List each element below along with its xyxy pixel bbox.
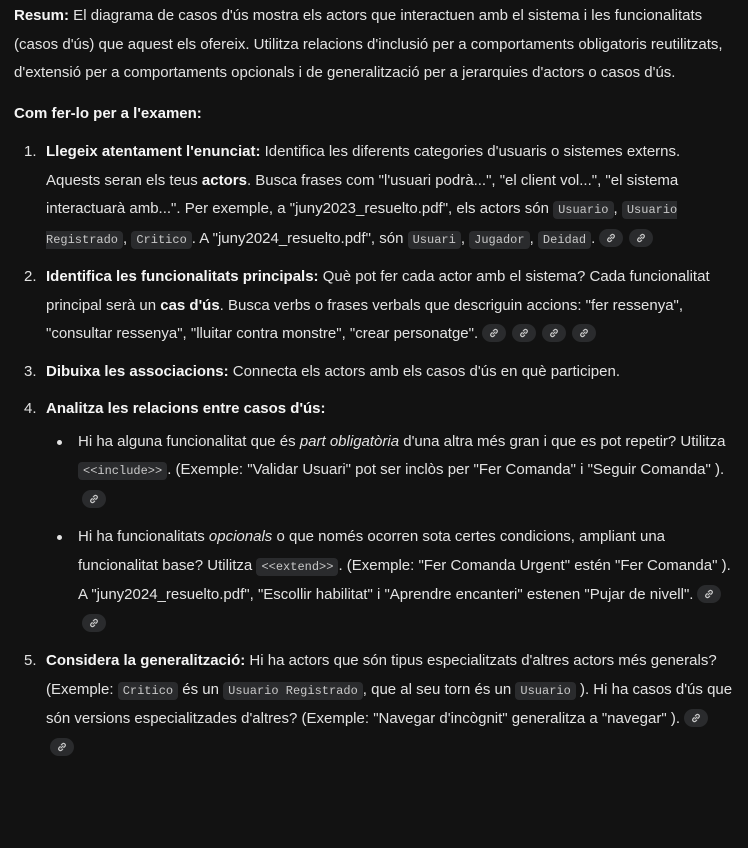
summary-paragraph	[14, 2, 734, 88]
code-chip: Usuario	[515, 682, 575, 700]
citation-link-icon[interactable]	[684, 709, 708, 727]
step-number: 2.	[24, 268, 37, 285]
separator: ,	[123, 229, 132, 247]
code-chip: Usuario Registrado	[46, 203, 678, 247]
bold-term: cas d'ús	[160, 296, 220, 314]
code-chip: <<extend>>	[256, 558, 338, 576]
section-heading	[14, 100, 734, 129]
step-text: Què pot fer cada actor amb el sistema? Cada funcionalitat principal serà un	[46, 268, 710, 314]
step-text: Connecta els actors amb els casos d'ús en què participen.	[228, 362, 620, 380]
code-chip: <<include>>	[78, 462, 167, 480]
bullet-include	[78, 428, 734, 515]
bullet-text: o que només ocorren sota certes condicions, ampliant una funcionalitat base? Utilitza	[78, 528, 666, 574]
code-chip: Jugador	[469, 231, 529, 249]
step-label: Considera la generalització:	[46, 652, 246, 669]
step-number: 4.	[24, 400, 37, 417]
separator: ,	[613, 200, 622, 217]
step-5	[24, 647, 734, 762]
bullet-dot	[57, 535, 62, 540]
step-text: .	[591, 229, 596, 247]
citation-link-icon[interactable]	[697, 585, 721, 603]
bullet-text: Hi ha alguna funcionalitat que és	[78, 432, 300, 450]
bullet-text: . (Exemple: "Fer Comanda Urgent" estén "Fer Comanda" ). A "juny2024_resuelto.pdf", "Escollir habilitat" i "Aprendre encanteri" estenen "Pujar de nivell".	[78, 556, 731, 603]
citation-link-icon[interactable]	[599, 229, 623, 247]
citation-link-icon[interactable]	[82, 490, 106, 508]
citation-link-icon[interactable]	[572, 324, 596, 342]
bullet-text: . (Exemple: "Validar Usuari" pot ser inclòs per "Fer Comanda" i "Seguir Comanda" ).	[167, 461, 725, 478]
step-text: Identifica les diferents categories d'usuaris o sistemes externs. Aquests seran els teus	[46, 143, 681, 189]
step-number: 5.	[24, 652, 37, 669]
steps-list	[14, 138, 734, 762]
step-text: . Busca frases com "l'usuari podrà...", "el client vol...", "el sistema interactuarà amb...". Per exemple, a "juny2023_resuelto.pdf", els actors són	[46, 171, 679, 217]
code-chip: Critico	[131, 231, 191, 249]
italic-term: opcionals	[208, 528, 273, 545]
howto-title: Com fer-lo per a l'examen:	[14, 104, 202, 122]
citation-link-icon[interactable]	[512, 324, 536, 342]
bold-term: actors	[201, 171, 247, 189]
step-label: Identifica les funcionalitats principals:	[46, 268, 319, 285]
bullet-text: Hi ha funcionalitats	[78, 528, 209, 545]
summary-label: Resum:	[14, 7, 70, 24]
step-text: ). Hi ha casos d'ús que són versions especialitzades d'altres? (Exemple: "Navegar d'incògnit" generalitza a "navegar" ).	[46, 680, 733, 727]
bullet-list	[46, 428, 734, 639]
step-text: . A "juny2024_resuelto.pdf", són	[191, 229, 408, 247]
step-1	[24, 138, 734, 254]
step-number: 3.	[24, 362, 37, 380]
code-chip: Deidad	[538, 231, 591, 249]
step-3	[24, 358, 734, 387]
separator: ,	[460, 229, 470, 247]
separator: ,	[529, 229, 538, 247]
bullet-extend	[78, 523, 734, 638]
code-chip: Usuario Registrado	[223, 682, 363, 700]
italic-term: part obligatòria	[299, 432, 400, 450]
step-text: és un	[178, 680, 224, 698]
bullet-dot	[57, 440, 62, 445]
step-4	[24, 395, 734, 638]
code-chip: Critico	[118, 682, 178, 700]
citation-link-icon[interactable]	[542, 324, 566, 342]
citation-link-icon[interactable]	[82, 614, 106, 632]
step-label: Dibuixa les associacions:	[46, 362, 229, 380]
summary-text: El diagrama de casos d'ús mostra els actors que interactuen amb el sistema i les funcionalitats (casos d'ús) que aquest els ofereix. Utilitza relacions d'inclusió per a comportaments obligatoris reutilitzats, d'extensió per a comportaments opcionals i de generalització per a jerarquies d'actors o casos d'ús.	[14, 7, 723, 81]
citation-link-icon[interactable]	[629, 229, 653, 247]
step-label: Analitza les relacions entre casos d'ús:	[46, 400, 326, 417]
step-text: , que al seu torn és un	[362, 680, 516, 698]
step-text: Hi ha actors que són tipus especialitzats d'altres actors més generals? (Exemple:	[46, 652, 717, 698]
citation-link-icon[interactable]	[482, 324, 506, 342]
code-chip: Usuario	[553, 201, 613, 219]
citation-link-icon[interactable]	[50, 738, 74, 756]
code-chip: Usuari	[408, 231, 461, 249]
step-2	[24, 263, 734, 349]
step-label: Llegeix atentament l'enunciat:	[46, 143, 261, 160]
step-text: . Busca verbs o frases verbals que descriguin accions: "fer ressenya", "consultar ressenya", "lluitar contra monstre", "crear personatge".	[46, 296, 684, 342]
bullet-text: d'una altra més gran i que es pot repetir? Utilitza	[399, 432, 726, 450]
step-number: 1.	[24, 143, 37, 160]
